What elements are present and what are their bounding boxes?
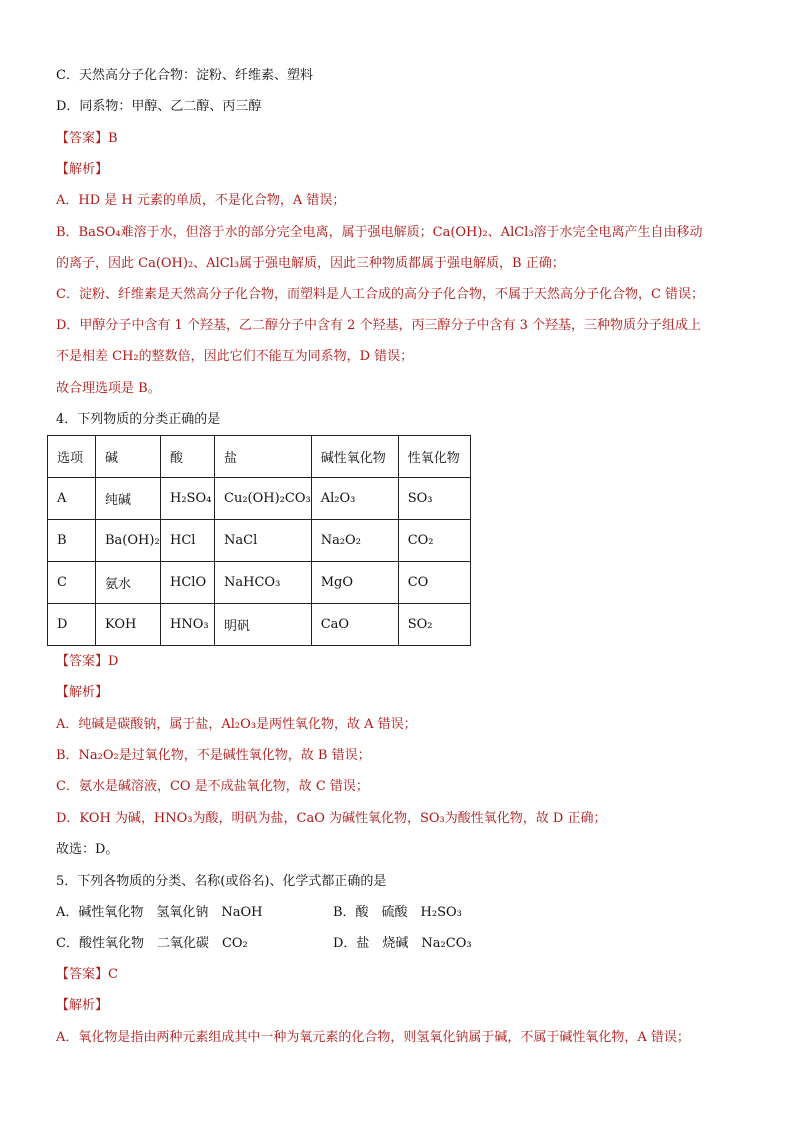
table-cell: SO₃ [398, 478, 470, 520]
q3-exp-c: C．淀粉、纤维素是天然高分子化合物，而塑料是人工合成的高分子化合物，不属于天然高分子化合物，C 错误； [56, 287, 705, 302]
q5-analysis-label: 【解析】 [56, 998, 109, 1013]
table-cell: KOH [96, 604, 161, 646]
q4-stem: 4．下列物质的分类正确的是 [56, 412, 221, 427]
header-cell: 酸 [161, 436, 215, 478]
q3-exp-d-1: D．甲醇分子中含有 1 个羟基，乙二醇分子中含有 2 个羟基，丙三醇分子中含有 3 个羟基，三种物质分子组成上 [56, 318, 702, 333]
q3-option-d: D．同系物：甲醇、乙二醇、丙三醇 [56, 99, 262, 114]
table-cell: HClO [161, 562, 215, 604]
table-cell: CO [398, 562, 470, 604]
table-cell: A [48, 478, 96, 520]
table-cell: NaHCO₃ [215, 562, 312, 604]
classification-table [47, 435, 471, 646]
q5-exp-a: A．氧化物是指由两种元素组成其中一种为氧元素的化合物，则氢氧化钠属于碱，不属于碱性氧化物，A 错误； [56, 1030, 690, 1045]
table-cell: MgO [311, 562, 398, 604]
table-cell: B [48, 520, 96, 562]
table-row [48, 478, 471, 520]
q4-answer [56, 653, 118, 671]
table-row [48, 562, 471, 604]
q5-answer [56, 966, 118, 984]
table-cell: Al₂O₃ [311, 478, 398, 520]
q4-analysis-label: 【解析】 [56, 685, 109, 700]
q5-option-d: D．盐 烧碱 Na₂CO₃ [333, 936, 472, 951]
table-cell: D [48, 604, 96, 646]
q4-exp-b: B．Na₂O₂是过氧化物，不是碱性氧化物，故 B 错误； [56, 748, 371, 763]
table-cell: H₂SO₄ [161, 478, 215, 520]
q5-option-c: C．酸性氧化物 二氧化碳 CO₂ [56, 936, 248, 951]
header-cell: 选项 [48, 436, 96, 478]
table-cell: CO₂ [398, 520, 470, 562]
q5-option-a: A．碱性氧化物 氢氧化钠 NaOH [56, 905, 263, 920]
table-row [48, 604, 471, 646]
q3-exp-b-1: B．BaSO₄难溶于水，但溶于水的部分完全电离，属于强电解质；Ca(OH)₂、AlCl₃溶于水完全电离产生自由移动 [56, 225, 703, 240]
table-cell: SO₂ [398, 604, 470, 646]
table-cell: NaCl [215, 520, 312, 562]
q3-analysis-label: 【解析】 [56, 162, 109, 177]
table-row [48, 520, 471, 562]
q3-conclusion: 故合理选项是 B。 [56, 381, 161, 396]
table-cell: Ba(OH)₂ [96, 520, 161, 562]
table-cell: Na₂O₂ [311, 520, 398, 562]
q4-conclusion: 故选：D。 [56, 842, 119, 857]
q3-exp-b-2: 的离子，因此 Ca(OH)₂、AlCl₃属于强电解质，因此三种物质都属于强电解质，B 正确； [56, 256, 565, 271]
table-cell: CaO [311, 604, 398, 646]
answer-value: D [108, 654, 119, 669]
header-cell: 碱 [96, 436, 161, 478]
q3-answer [56, 130, 118, 148]
q5-stem: 5．下列各物质的分类、名称(或俗名)、化学式都正确的是 [56, 874, 387, 889]
answer-label: 【答案】 [56, 654, 109, 669]
table-cell: HNO₃ [161, 604, 215, 646]
table-cell: HCl [161, 520, 215, 562]
q5-option-b: B．酸 硫酸 H₂SO₃ [333, 905, 462, 920]
header-cell: 盐 [215, 436, 312, 478]
table-cell: 明矾 [215, 604, 312, 646]
q3-exp-d-2: 不是相差 CH₂的整数倍，因此它们不能互为同系物，D 错误； [56, 349, 414, 364]
answer-value: B [108, 131, 118, 146]
table-cell: C [48, 562, 96, 604]
answer-value: C [108, 967, 118, 982]
header-cell: 碱性氧化物 [311, 436, 398, 478]
q4-exp-d: D．KOH 为碱，HNO₃为酸，明矾为盐，CaO 为碱性氧化物，SO₃为酸性氧化物，故 D 正确； [56, 811, 607, 826]
q4-exp-a: A．纯碱是碳酸钠，属于盐，Al₂O₃是两性氧化物，故 A 错误； [56, 717, 417, 732]
table-header-row [48, 436, 471, 478]
q3-option-c: C．天然高分子化合物：淀粉、纤维素、塑料 [56, 68, 313, 83]
answer-label: 【答案】 [56, 131, 109, 146]
header-cell: 性氧化物 [398, 436, 470, 478]
table-cell: 纯碱 [96, 478, 161, 520]
q4-exp-c: C．氨水是碱溶液，CO 是不成盐氧化物，故 C 错误； [56, 779, 369, 794]
answer-label: 【答案】 [56, 967, 109, 982]
table-cell: 氨水 [96, 562, 161, 604]
table-cell: Cu₂(OH)₂CO₃ [215, 478, 312, 520]
q3-exp-a: A．HD 是 H 元素的单质，不是化合物，A 错误； [56, 193, 346, 208]
